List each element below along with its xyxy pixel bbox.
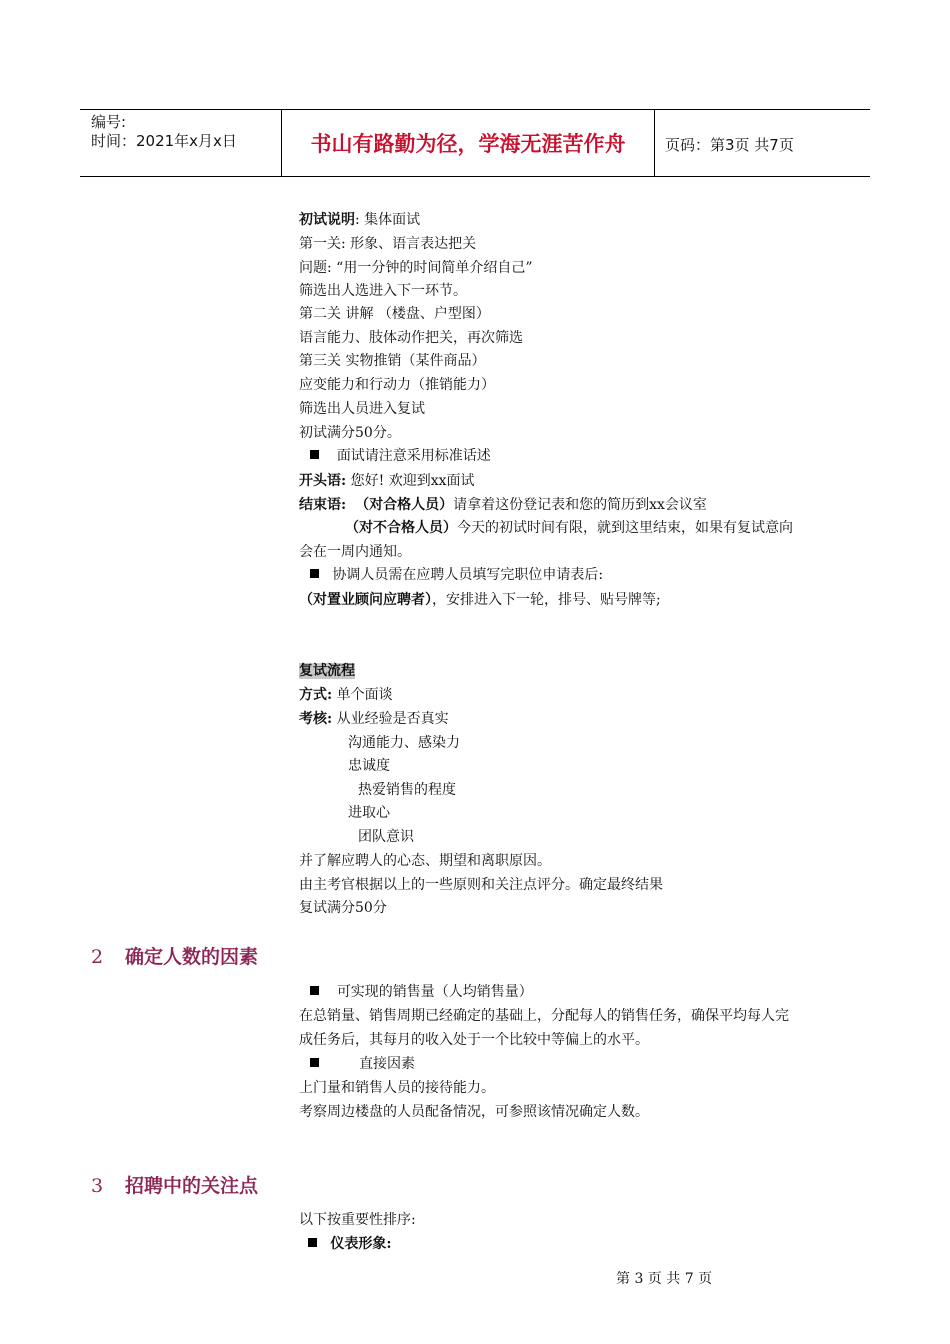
screening-line-2: 筛选出人员进入复试 [299, 401, 425, 417]
opening-line [299, 472, 475, 490]
consultant-label: （对置业顾问应聘者） [299, 592, 432, 608]
square-bullet-icon [310, 450, 319, 459]
square-bullet-icon [310, 986, 319, 995]
header-top-rule [80, 109, 870, 110]
standard-script-text: 面试请注意采用标准话述 [336, 448, 491, 464]
coordinator-text: 协调人员需在应聘人员填写完职位申请表后: [332, 567, 604, 583]
unqualified-label: （对不合格人员） [345, 520, 457, 536]
section-2-paragraph-1b: 成任务后，其每月的收入处于一个比较中等偏上的水平。 [299, 1032, 649, 1048]
header-number-label: 编号: [91, 113, 127, 131]
consultant-text: ，安排进入下一轮，排号、贴号牌等; [432, 592, 661, 608]
assess-line [299, 710, 449, 728]
opening-label: 开头语: [299, 473, 347, 489]
retest-score-line: 复试满分50分 [299, 900, 387, 916]
qualified-label: （对合格人员） [355, 497, 454, 513]
section-3-title: 招聘中的关注点 [125, 1175, 259, 1197]
round-three-line: 第三关 实物推销（某件商品） [299, 353, 486, 369]
retest-title-line [299, 662, 355, 680]
consultant-line [299, 591, 661, 609]
mindset-line: 并了解应聘人的心态、期望和离职原因。 [299, 853, 551, 869]
method-label: 方式: [299, 687, 333, 703]
section-2-paragraph-2b: 考察周边楼盘的人员配备情况，可参照该情况确定人数。 [299, 1104, 649, 1120]
section-3-number: 3 [91, 1175, 104, 1197]
method-line [299, 686, 393, 704]
section-2-bullet-2-text: 直接因素 [359, 1056, 416, 1072]
section-3-intro: 以下按重要性排序: [299, 1212, 416, 1228]
section-3-bullet-1 [308, 1235, 392, 1253]
closing-line [299, 496, 707, 514]
square-bullet-icon [310, 569, 319, 578]
opening-text: 您好! 欢迎到xx面试 [346, 473, 475, 489]
initial-interview-value: : 集体面试 [355, 212, 421, 228]
retest-title: 复试流程 [299, 663, 355, 679]
square-bullet-icon [310, 1058, 319, 1067]
assess-item-2: 沟通能力、感染力 [348, 735, 460, 751]
qualified-text: 请拿着这份登记表和您的简历到xx会议室 [453, 497, 707, 513]
assess-label: 考核: [299, 711, 333, 727]
section-3-heading [91, 1171, 258, 1198]
round-two-line: 第二关 讲解 （楼盘、户型图） [299, 306, 490, 322]
footer-page-number: 第 3 页 共 7 页 [616, 1271, 713, 1287]
question-line: 问题: “用一分钟的时间简单介绍自己” [299, 260, 533, 276]
section-2-bullet-2 [310, 1055, 415, 1073]
examiner-line: 由主考官根据以上的一些原则和关注点评分。确定最终结果 [299, 877, 663, 893]
section-2-paragraph-2a: 上门量和销售人员的接待能力。 [299, 1080, 495, 1096]
language-ability-line: 语言能力、肢体动作把关，再次筛选 [299, 330, 523, 346]
method-value: 单个面谈 [332, 687, 393, 703]
section-2-number: 2 [91, 946, 104, 968]
screening-line-1: 筛选出人选进入下一环节。 [299, 283, 467, 299]
assess-item-3: 忠诚度 [348, 758, 390, 774]
square-bullet-icon [308, 1238, 317, 1247]
assess-item-5: 进取心 [348, 805, 390, 821]
section-2-paragraph-1a: 在总销量、销售周期已经确定的基础上，分配每人的销售任务，确保平均每人完 [299, 1008, 789, 1024]
assess-item-1: 从业经验是否真实 [332, 711, 449, 727]
unqualified-continuation: 会在一周内通知。 [299, 544, 411, 560]
coordinator-bullet [310, 566, 603, 584]
section-2-bullet-1-text: 可实现的销售量（人均销售量） [336, 984, 533, 1000]
unqualified-line [345, 519, 793, 537]
round-one-line: 第一关: 形象、语言表达把关 [299, 236, 477, 252]
assess-item-6: 团队意识 [358, 829, 414, 845]
assess-item-4: 热爱销售的程度 [358, 782, 456, 798]
closing-label: 结束语: [299, 497, 347, 513]
initial-score-line: 初试满分50分。 [299, 425, 401, 441]
header-motto: 书山有路勤为径，学海无涯苦作舟 [310, 132, 626, 156]
header-page-info: 页码：第3页 共7页 [665, 136, 794, 154]
header-time-label: 时间：2021年x月x日 [91, 132, 237, 150]
section-2-title: 确定人数的因素 [125, 946, 259, 968]
section-2-bullet-1 [310, 983, 533, 1001]
section-2-heading [91, 942, 258, 969]
initial-interview-line [299, 211, 420, 229]
unqualified-text: 今天的初试时间有限，就到这里结束，如果有复试意向 [457, 520, 793, 536]
adaptability-line: 应变能力和行动力（推销能力） [299, 377, 495, 393]
section-3-bullet-1-text: 仪表形象: [330, 1236, 392, 1252]
header-bottom-rule [80, 176, 870, 177]
header-divider-right [654, 109, 655, 177]
standard-script-bullet [310, 447, 491, 465]
initial-interview-title: 初试说明 [299, 212, 355, 228]
